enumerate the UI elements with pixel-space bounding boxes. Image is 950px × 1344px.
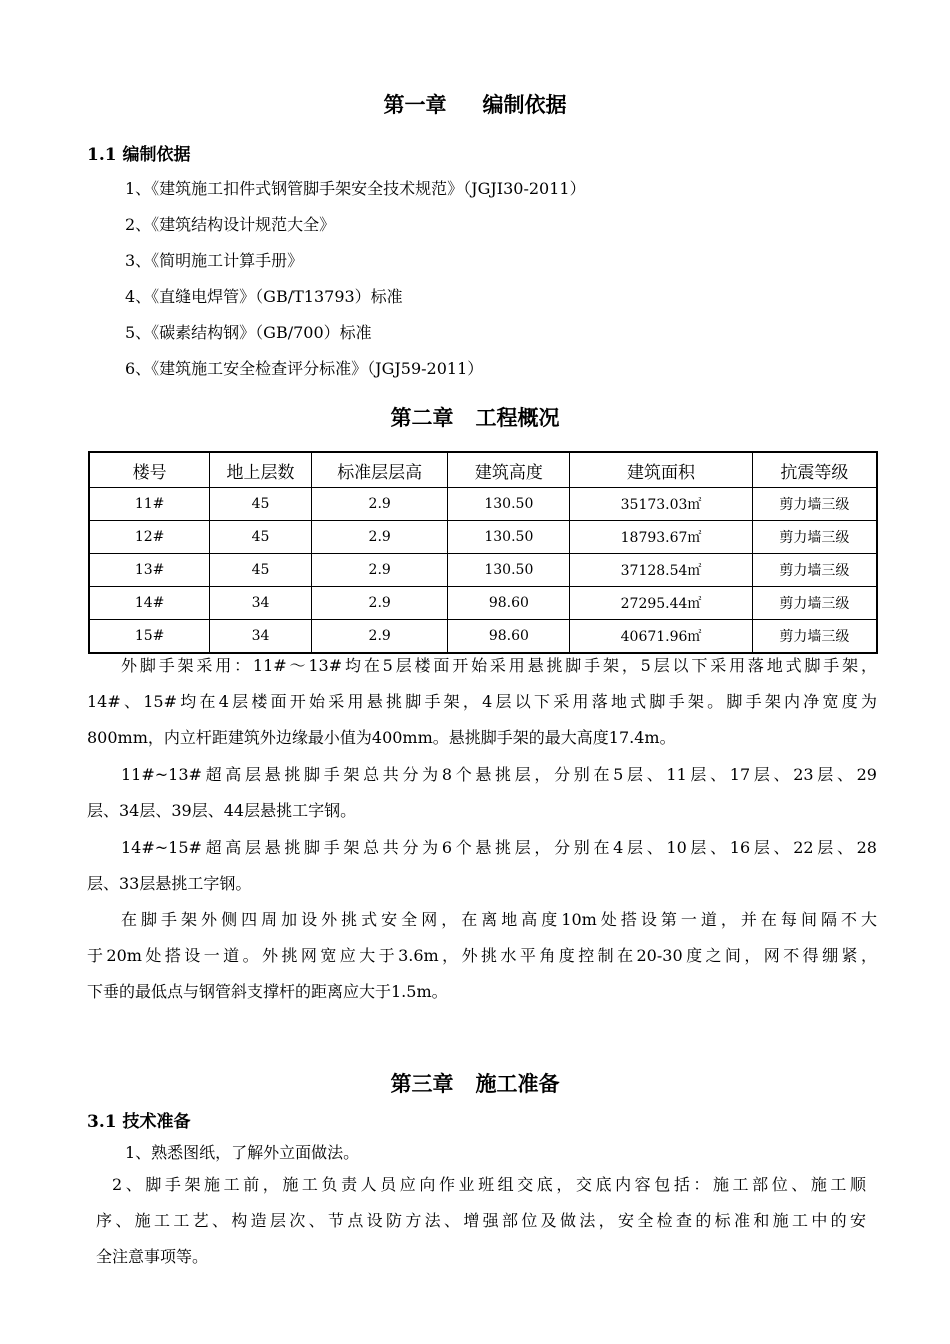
paragraph-line: 在脚手架外侧四周加设外挑式安全网，在离地高度10m处搭设第一道，并在每间隔不大 <box>121 910 877 929</box>
table-cell: 2.9 <box>311 488 448 521</box>
table-row <box>89 521 877 554</box>
chapter1-title <box>0 89 950 119</box>
chapter3-name: 施工准备 <box>475 1071 560 1096</box>
table-cell: 18793.67㎡ <box>570 521 753 554</box>
table-row <box>89 587 877 620</box>
table-cell: 45 <box>210 488 312 521</box>
table-cell: 45 <box>210 521 312 554</box>
table-cell: 37128.54㎡ <box>570 554 753 587</box>
paragraph-line: 序、施工工艺、构造层次、节点设防方法、增强部位及做法，安全检查的标准和施工中的安 <box>96 1211 866 1230</box>
reference-item: 3、《简明施工计算手册》 <box>125 251 304 270</box>
table-cell: 2.9 <box>311 620 448 654</box>
paragraph-safety-net <box>87 902 877 1010</box>
table-cell: 130.50 <box>448 488 570 521</box>
table-cell: 剪力墙三级 <box>752 521 877 554</box>
column-header: 建筑面积 <box>570 452 753 488</box>
reference-item: 6、《建筑施工安全检查评分标准》（JGJ59-2011） <box>125 359 484 378</box>
table-cell: 45 <box>210 554 312 587</box>
table-cell: 剪力墙三级 <box>752 587 877 620</box>
column-header: 地上层数 <box>210 452 312 488</box>
reference-item: 2、《建筑结构设计规范大全》 <box>125 215 336 234</box>
table-cell: 11# <box>89 488 210 521</box>
table-cell: 130.50 <box>448 521 570 554</box>
table-cell: 剪力墙三级 <box>752 554 877 587</box>
chapter2-name: 工程概况 <box>475 405 560 430</box>
table-cell: 15# <box>89 620 210 654</box>
column-header: 标准层层高 <box>311 452 448 488</box>
table-cell: 35173.03㎡ <box>570 488 753 521</box>
paragraph-line: 于20m处搭设一道。外挑网宽应大于3.6m，外挑水平角度控制在20-30度之间，网不得绷紧， <box>87 946 877 965</box>
table-header-row <box>89 452 877 488</box>
paragraph-line: 2、脚手架施工前，施工负责人员应向作业班组交底，交底内容包括：施工部位、施工顺 <box>112 1175 866 1194</box>
table-cell: 12# <box>89 521 210 554</box>
table-cell: 130.50 <box>448 554 570 587</box>
column-header: 楼号 <box>89 452 210 488</box>
column-header: 建筑高度 <box>448 452 570 488</box>
table-cell: 14# <box>89 587 210 620</box>
prep-item-2 <box>96 1167 866 1275</box>
chapter2-number: 第二章 <box>390 405 454 430</box>
paragraph-line: 外脚手架采用：11#～13#均在5层楼面开始采用悬挑脚手架，5层以下采用落地式脚手架， <box>121 656 877 675</box>
chapter3-number: 第三章 <box>390 1071 454 1096</box>
table-cell: 13# <box>89 554 210 587</box>
paragraph-line: 11#~13#超高层悬挑脚手架总共分为8个悬挑层，分别在5层、11层、17层、23层、29 <box>121 765 877 784</box>
reference-item: 4、《直缝电焊管》（GB/T13793）标准 <box>125 287 403 306</box>
table-cell: 34 <box>210 620 312 654</box>
paragraph-line: 下垂的最低点与钢管斜支撑杆的距离应大于1.5m。 <box>87 982 448 1001</box>
chapter1-number: 第一章 <box>383 92 447 117</box>
chapter1-name: 编制依据 <box>482 92 567 117</box>
chapter3-title <box>0 1068 950 1098</box>
prep-item-1: 1、熟悉图纸，了解外立面做法。 <box>125 1143 360 1162</box>
paragraph-line: 14#~15#超高层悬挑脚手架总共分为6个悬挑层，分别在4层、10层、16层、22层、28 <box>121 838 877 857</box>
paragraph-line: 14#、15#均在4层楼面开始采用悬挑脚手架，4层以下采用落地式脚手架。脚手架内净宽度为 <box>87 692 877 711</box>
table-cell: 2.9 <box>311 587 448 620</box>
paragraph-line: 800mm，内立杆距建筑外边缘最小值为400mm。悬挑脚手架的最大高度17.4m。 <box>87 728 676 747</box>
reference-item: 5、《碳素结构钢》（GB/700）标准 <box>125 323 372 342</box>
table-row <box>89 554 877 587</box>
chapter2-title <box>0 402 950 432</box>
table-cell: 34 <box>210 587 312 620</box>
paragraph-cantilever-14-15 <box>87 830 877 902</box>
paragraph-cantilever-11-13 <box>87 757 877 829</box>
paragraph-line: 层、33层悬挑工字钢。 <box>87 874 252 893</box>
paragraph-line: 全注意事项等。 <box>96 1247 209 1266</box>
table-cell: 27295.44㎡ <box>570 587 753 620</box>
table-cell: 98.60 <box>448 587 570 620</box>
paragraph-scaffold-overview <box>87 648 877 756</box>
table-cell: 剪力墙三级 <box>752 620 877 654</box>
paragraph-line: 层、34层、39层、44层悬挑工字钢。 <box>87 801 357 820</box>
table-cell: 40671.96㎡ <box>570 620 753 654</box>
section-1-1-title: 1.1 编制依据 <box>87 145 191 165</box>
column-header: 抗震等级 <box>752 452 877 488</box>
table-cell: 98.60 <box>448 620 570 654</box>
building-info-table <box>88 451 878 654</box>
table-cell: 2.9 <box>311 521 448 554</box>
section-3-1-title: 3.1 技术准备 <box>87 1112 191 1132</box>
table-cell: 剪力墙三级 <box>752 488 877 521</box>
reference-item: 1、《建筑施工扣件式钢管脚手架安全技术规范》（JGJI30-2011） <box>125 179 586 198</box>
table-row <box>89 488 877 521</box>
table-cell: 2.9 <box>311 554 448 587</box>
